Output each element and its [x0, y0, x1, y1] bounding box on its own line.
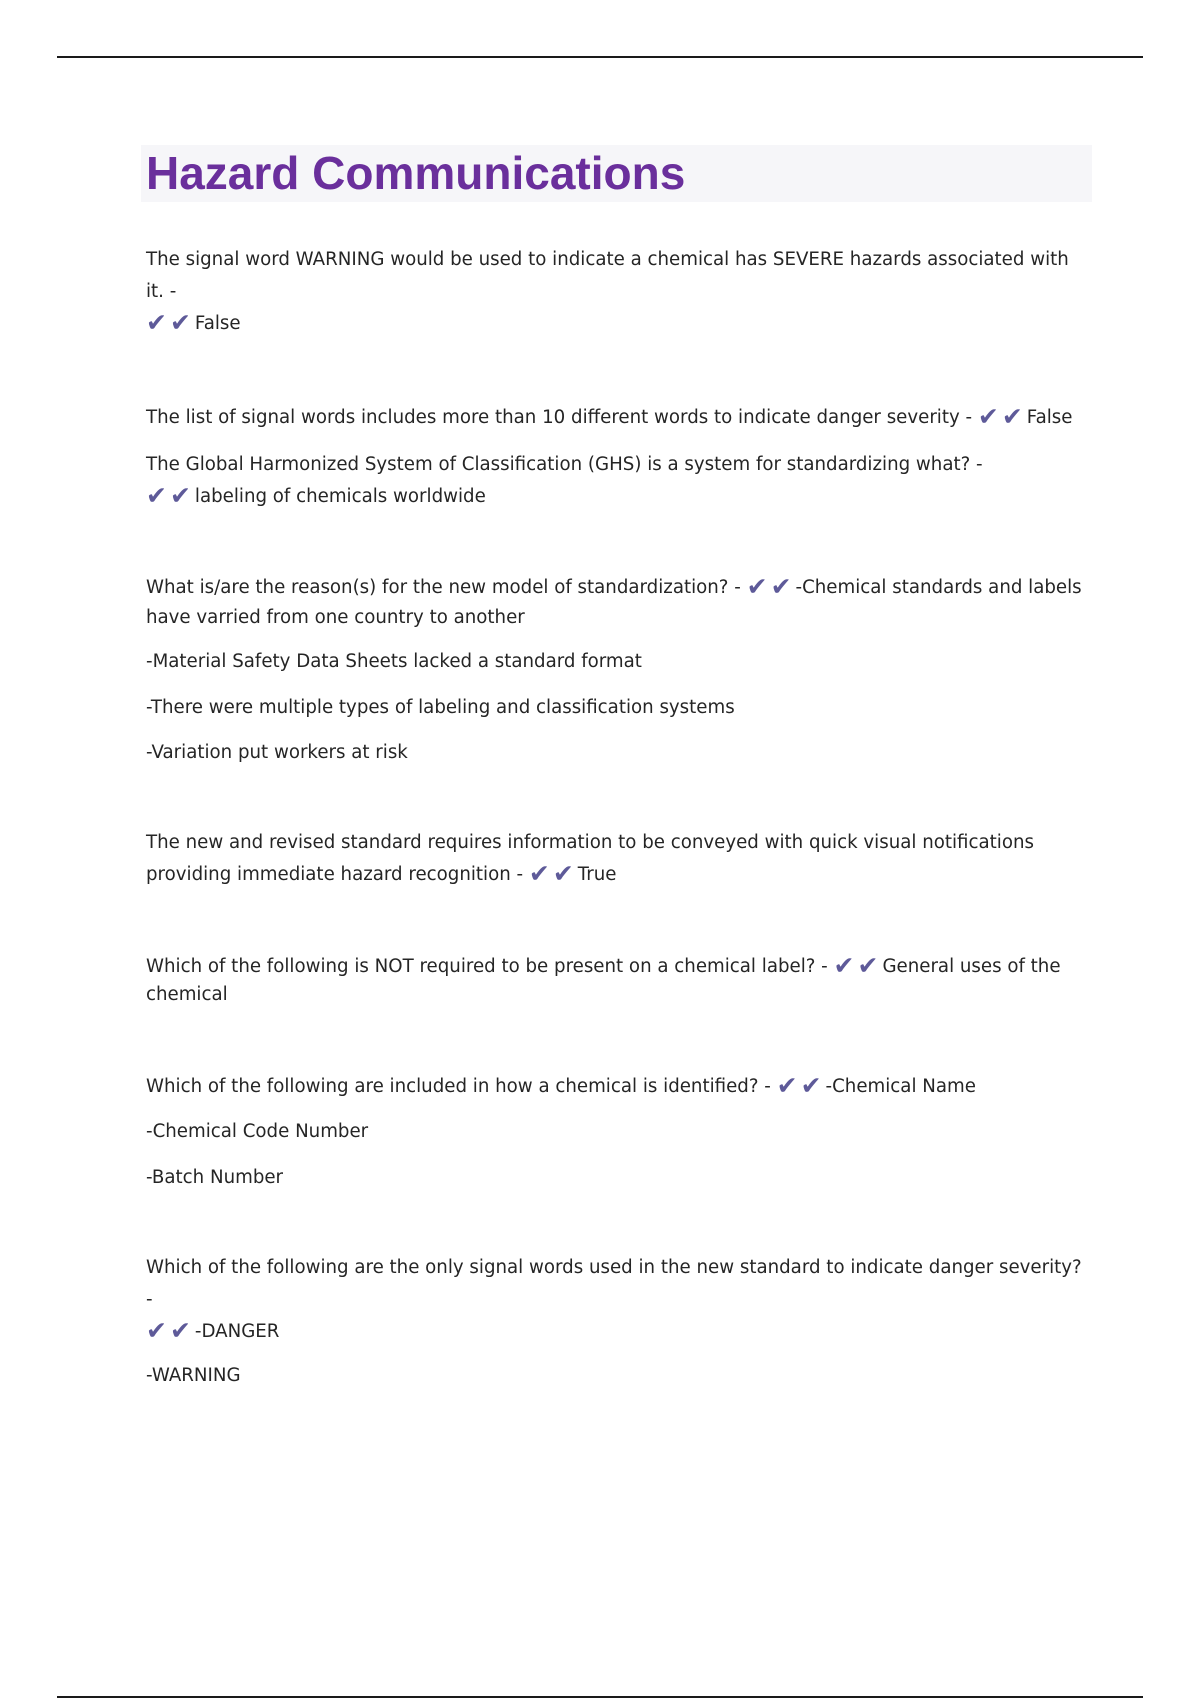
qa-item	[146, 244, 1091, 340]
check-icon: ✔	[1001, 402, 1023, 431]
check-icon: ✔	[169, 308, 191, 337]
qa-item	[146, 1071, 1091, 1194]
page-top-rule	[57, 56, 1143, 58]
check-icon: ✔	[833, 951, 855, 980]
question-text: Which of the following are the only signal words used in the new standard to indicate danger severity? -	[146, 1257, 1082, 1310]
qa-item	[146, 953, 1091, 1009]
question-paragraph	[146, 449, 1091, 513]
check-icon: ✔	[528, 859, 550, 888]
answer-extra-line: -Material Safety Data Sheets lacked a standard format	[146, 651, 642, 672]
question-paragraph	[146, 827, 1091, 891]
question-paragraph	[146, 1252, 1091, 1348]
answer-extra-line: -WARNING	[146, 1365, 241, 1386]
question-text: Which of the following are included in how a chemical is identified? -	[146, 1076, 771, 1097]
check-icon: ✔	[169, 481, 191, 510]
check-icon: ✔	[776, 1071, 798, 1100]
question-paragraph	[146, 244, 1091, 340]
answer-text: True	[577, 864, 617, 885]
question-paragraph	[146, 573, 1091, 633]
qa-item	[146, 402, 1091, 434]
answer-text: -Chemical Name	[825, 1076, 976, 1097]
page-bottom-rule	[57, 1696, 1143, 1698]
question-text: The Global Harmonized System of Classification (GHS) is a system for standardizing what? -	[146, 454, 983, 475]
answer-text: -DANGER	[194, 1321, 280, 1342]
answer-extra-line: -Batch Number	[146, 1167, 284, 1188]
check-icon: ✔	[857, 951, 879, 980]
answer-text: labeling of chemicals worldwide	[194, 486, 486, 507]
qa-item	[146, 449, 1091, 513]
answer-extra-line: -Variation put workers at risk	[146, 742, 408, 763]
question-paragraph	[146, 402, 1091, 434]
check-icon: ✔	[146, 1316, 167, 1345]
answer-text: -Chemical standards and labels have varried from one country to another	[146, 577, 1082, 628]
check-icon: ✔	[770, 572, 792, 601]
check-icon: ✔	[146, 308, 167, 337]
check-icon: ✔	[800, 1071, 822, 1100]
check-icon: ✔	[169, 1316, 191, 1345]
answer-text: False	[1026, 407, 1073, 428]
question-text: The signal word WARNING would be used to indicate a chemical has SEVERE hazards associated with it. -	[146, 249, 1069, 302]
qa-item	[146, 1252, 1091, 1392]
check-icon: ✔	[146, 481, 167, 510]
answer-extra-line: -Chemical Code Number	[146, 1121, 369, 1142]
question-text: The list of signal words includes more than 10 different words to indicate danger severity -	[146, 407, 973, 428]
question-text: What is/are the reason(s) for the new model of standardization? -	[146, 577, 741, 598]
document-title: Hazard Communications	[146, 147, 686, 199]
qa-content	[146, 244, 1091, 1392]
check-icon: ✔	[977, 402, 999, 431]
check-icon: ✔	[552, 859, 574, 888]
qa-item	[146, 573, 1091, 769]
qa-item	[146, 827, 1091, 891]
question-paragraph	[146, 953, 1091, 1009]
answer-extra-line: -There were multiple types of labeling and classification systems	[146, 697, 735, 718]
answer-text: False	[194, 313, 241, 334]
question-paragraph	[146, 1071, 1091, 1103]
check-icon: ✔	[746, 572, 768, 601]
question-text: Which of the following is NOT required to be present on a chemical label? -	[146, 956, 828, 977]
question-text: The new and revised standard requires information to be conveyed with quick visual notifications providing immediate hazard recognition -	[146, 832, 1034, 885]
answer-text: General uses of the chemical	[146, 956, 1061, 1005]
